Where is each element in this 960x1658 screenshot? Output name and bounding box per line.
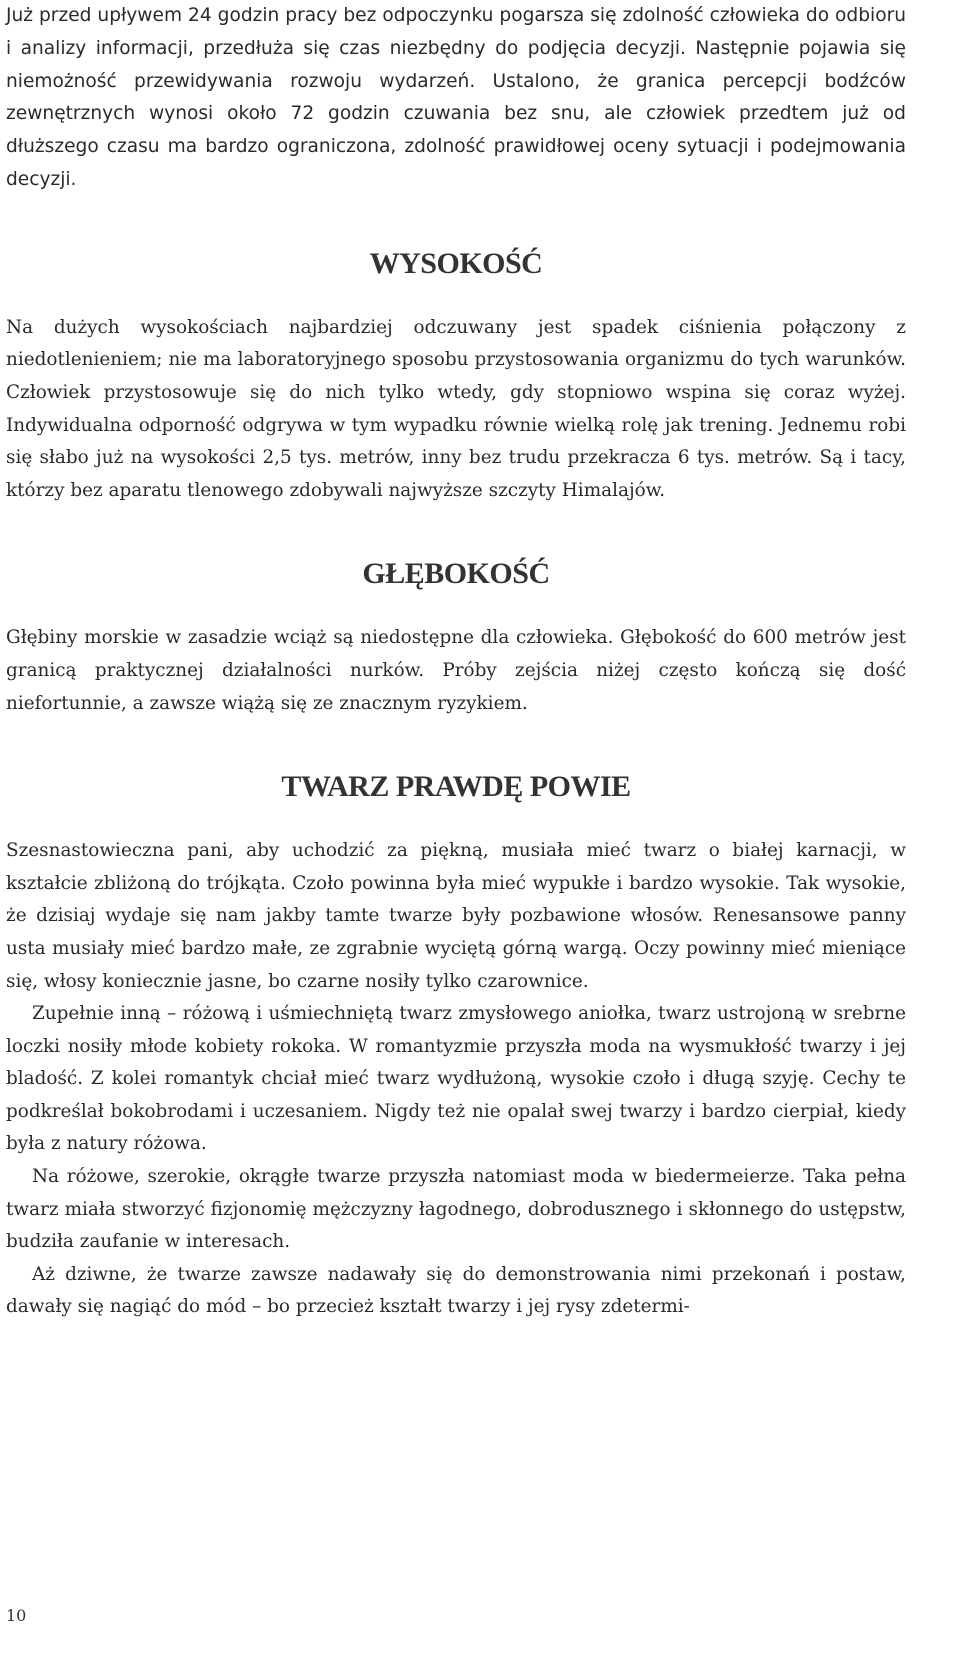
section-paragraph: Aż dziwne, że twarze zawsze nadawały się do demonstrowania nimi przekonań i postaw, dawały się nagiąć do mód – bo przecież kształt twarzy i jej rysy zdetermi- [6, 1263, 906, 1318]
page-number: 10 [6, 1606, 27, 1625]
section-paragraph: Na dużych wysokościach najbardziej odczuwany jest spadek ciśnienia połączony z niedotlenieniem; nie ma laboratoryjnego sposobu przystosowania organizmu do tych warunków. Człowiek przystosowuje się do nich tylko wtedy, gdy stopniowo wspina się coraz wyżej. Indywidualna odporność odgrywa w tym wypadku równie wielką rolę jak trening. Jednemu robi się słabo już na wysokości 2,5 tys. metrów, inny bez trudu przekracza 6 tys. metrów. Są i tacy, którzy bez aparatu tlenowego zdobywali najwyższe szczyty Himalajów. [6, 316, 906, 501]
section-paragraph: Głębiny morskie w zasadzie wciąż są niedostępne dla człowieka. Głębokość do 600 metrów jest granicą praktycznej działalności nurków. Próby zejścia niżej często kończą się dość niefortunnie, a zawsze wiążą się ze znacznym ryzykiem. [6, 627, 906, 714]
section-paragraph: Zupełnie inną – różową i uśmiechniętą twarz zmysłowego aniołka, twarz ustrojoną w srebrne loczki nosiły młode kobiety rokoka. W romantyzmie przyszła moda na wysmukłość twarzy i jej bladość. Z kolei romantyk chciał mieć twarz wydłużoną, wysokie czoło i długą szyję. Cechy te podkreślał bokobrodami i uczesaniem. Nigdy też nie opalał swej twarzy i bardzo cierpiał, kiedy była z natury różowa. [6, 1003, 906, 1155]
section-paragraph: Na różowe, szerokie, okrągłe twarze przyszła natomiast moda w biedermeierze. Taka pełna twarz miała stworzyć fizjonomię mężczyzny łagodnego, dobrodusznego i skłonnego do ustępstw, budziła zaufanie w interesach. [6, 1166, 906, 1253]
page-content [6, 0, 906, 1324]
section-paragraph: Szesnastowieczna pani, aby uchodzić za piękną, musiała mieć twarz o białej karnacji, w kształcie zbliżoną do trójkąta. Czoło powinna była mieć wypukłe i bardzo wysokie. Tak wysokie, że dzisiaj wydaje się nam jakby tamte twarze były pozbawione włosów. Renesansowe panny usta musiały mieć bardzo małe, ze zgrabnie wyciętą górną wargą. Oczy powinny mieć mieniące się, włosy koniecznie jasne, bo czarne nosiły tylko czarownice. [6, 840, 906, 992]
section-heading-twarz: TWARZ PRAWDĘ POWIE [281, 770, 631, 804]
section-heading-wysokosc: WYSOKOŚĆ [369, 246, 543, 280]
section-heading-glebokosc: GŁĘBOKOŚĆ [362, 557, 550, 591]
intro-paragraph: Już przed upływem 24 godzin pracy bez odpoczynku pogarsza się zdolność człowieka do odbioru i analizy informacji, przedłuża się czas niezbędny do podjęcia decyzji. Następnie pojawia się niemożność przewidywania rozwoju wydarzeń. Ustalono, że granica percepcji bodźców zewnętrznych wynosi około 72 godzin czuwania bez snu, ale człowiek przedtem już od dłuższego czasu ma bardzo ograniczona, zdolność prawidłowej oceny sytuacji i podejmowania decyzji. [6, 5, 906, 190]
